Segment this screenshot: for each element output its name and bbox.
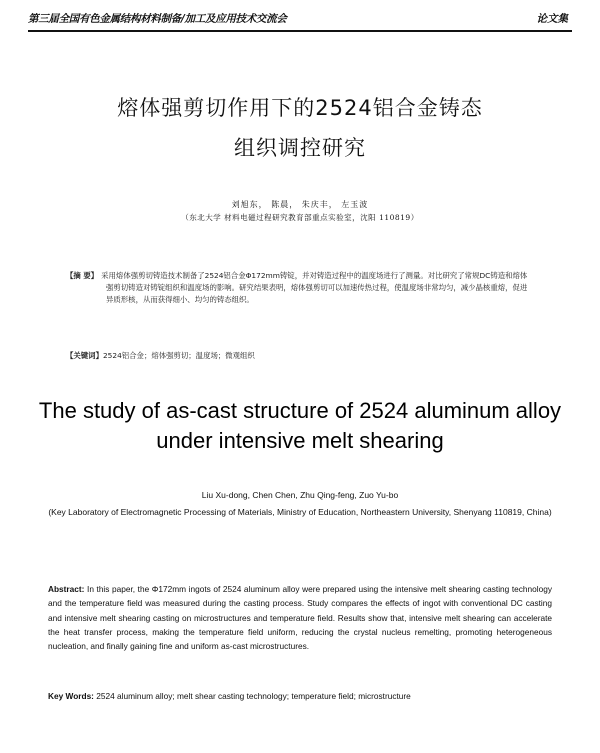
chinese-abstract (66, 270, 528, 306)
english-keywords-text: 2524 aluminum alloy; melt shear casting technology; temperature field; microstructure (96, 691, 411, 701)
english-keywords (48, 691, 552, 701)
chinese-abstract-text: 采用熔体强剪切铸造技术制备了2524铝合金Φ172mm铸锭，并对铸造过程中的温度场进行了测量。对比研究了常规DC铸造和熔体强剪切铸造对铸锭组织和温度场的影响。研究结果表明，熔体强剪切可以加速传热过程，使温度场非常均匀，减少晶核重熔，促进异质形核，从而获得细小、均匀的铸态组织。 (101, 271, 528, 304)
english-authors: Liu Xu-dong, Chen Chen, Zhu Qing-feng, Zuo Yu-bo (201, 490, 399, 500)
english-abstract (48, 582, 552, 653)
conference-name: 第三届全国有色金属结构材料制备/加工及应用技术交流会 (28, 13, 287, 25)
chinese-abstract-label: 【摘 要】 (66, 271, 99, 280)
chinese-keywords-label: 【关键词】 (66, 351, 103, 360)
english-abstract-label: Abstract: (48, 584, 85, 594)
chinese-affiliation: （东北大学 材料电磁过程研究教育部重点实验室，沈阳 110819） (181, 213, 419, 222)
chinese-keywords-text: 2524铝合金；熔体强剪切；温度场；微观组织 (102, 351, 255, 360)
chinese-keywords (66, 350, 528, 361)
english-title-line-2: under intensive melt shearing (156, 428, 444, 453)
section-label: 论文集 (536, 13, 568, 25)
english-abstract-text: In this paper, the Φ172mm ingots of 2524 aluminum alloy were prepared using the intensive melt shearing casting technology and the temperature field was measured during the casting process. Study compares the effects of ingot with conventional DC casting and intensive melt shearing casting on microstructures and temperature field. Results show that, intensive melt shearing can accelerate the heat transfer process, making the temperature field uniform, reducing the crystal nucleus remelting, promoting heterogeneous nucleation, and finally gaining fine and uniform as-cast microstructures. (48, 584, 552, 652)
running-header (28, 8, 572, 32)
chinese-title-line-1: 熔体强剪切作用下的2524铝合金铸态 (117, 96, 483, 120)
chinese-title-line-2: 组织调控研究 (234, 136, 366, 160)
chinese-authors: 刘旭东， 陈晨， 朱庆丰， 左玉波 (231, 200, 369, 209)
english-title-line-1: The study of as-cast structure of 2524 aluminum alloy (38, 398, 562, 423)
english-affiliation: (Key Laboratory of Electromagnetic Processing of Materials, Ministry of Education, Northeastern University, Shenyang 110819, China) (48, 507, 552, 517)
english-keywords-label: Key Words: (48, 691, 94, 701)
